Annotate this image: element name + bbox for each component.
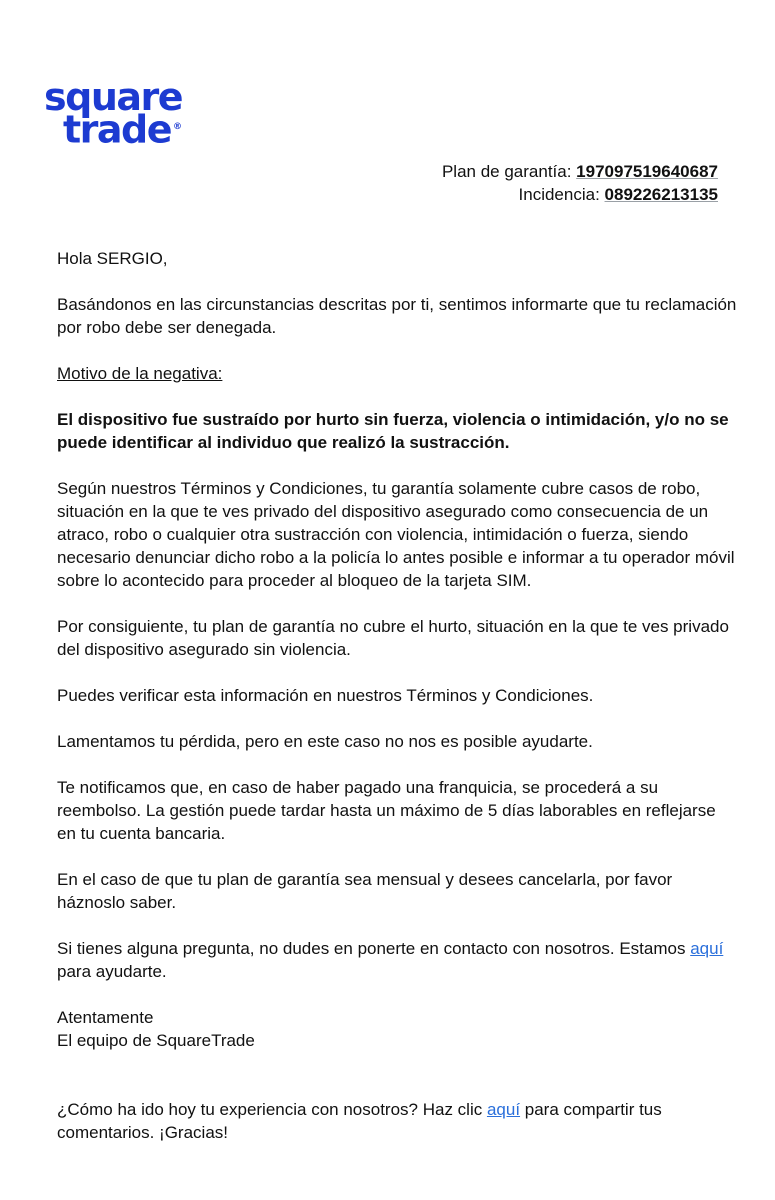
letter-body — [57, 247, 737, 1144]
plan-label: Plan de garantía: — [441, 162, 572, 181]
verify-paragraph: Puedes verificar esta información en nuestros Términos y Condiciones. — [57, 686, 594, 705]
closing: Atentamente — [57, 1008, 154, 1027]
incident-line — [442, 183, 718, 206]
incident-label: Incidencia: — [518, 185, 600, 204]
cancel-paragraph: En el caso de que tu plan de garantía sea mensual y desees cancelarla, por favor háznoslo saber. — [57, 870, 673, 912]
logo-line-trade — [63, 107, 183, 152]
intro-paragraph: Basándonos en las circunstancias descritas por ti, sentimos informarte que tu reclamación por robo debe ser denegada. — [57, 295, 737, 337]
plan-line — [442, 160, 718, 183]
incident-number: 089226213135 — [604, 185, 718, 204]
refund-paragraph: Te notificamos que, en caso de haber pagado una franquicia, se procederá a su reembolso. La gestión puede tardar hasta un máximo de 5 días laborables en reflejarse en tu cuenta bancaria. — [57, 778, 716, 843]
sorry-paragraph: Lamentamos tu pérdida, pero en este caso no nos es posible ayudarte. — [57, 732, 593, 751]
reason-statement: El dispositivo fue sustraído por hurto sin fuerza, violencia o intimidación, y/o no se puede identificar al individuo que realizó la sustracción. — [57, 410, 729, 452]
logo-trade-text: trade — [63, 107, 172, 152]
contact-link[interactable]: aquí — [690, 939, 724, 958]
feedback-link[interactable]: aquí — [486, 1100, 521, 1119]
consequence-paragraph: Por consiguiente, tu plan de garantía no cubre el hurto, situación en la que te ves privado del dispositivo asegurado sin violencia. — [57, 617, 729, 659]
logo-line-square: square — [44, 75, 183, 119]
terms-paragraph: Según nuestros Términos y Condiciones, tu garantía solamente cubre casos de robo, situación en la que te ves privado del dispositivo asegurado como consecuencia de un atraco, robo o cualquier otra sustracción con violencia, intimidación o fuerza, siendo necesario denunciar dicho robo a la policía lo antes posible e informar a tu operador móvil sobre lo acontecido para proceder al bloqueo de la tarjeta SIM. — [57, 479, 735, 590]
contact-text-after: para ayudarte. — [57, 962, 167, 981]
logo-registered-mark: ® — [173, 122, 183, 132]
squaretrade-logo — [44, 75, 204, 152]
feedback-text-before: ¿Cómo ha ido hoy tu experiencia con nosotros? Haz clic — [57, 1100, 487, 1119]
plan-number: 197097519640687 — [576, 162, 718, 181]
signature: El equipo de SquareTrade — [57, 1031, 255, 1050]
contact-paragraph — [57, 937, 737, 983]
feedback-text-after: para compartir tus comentarios. ¡Gracias! — [57, 1100, 662, 1142]
feedback-paragraph — [57, 1098, 737, 1144]
reference-block — [442, 160, 718, 206]
greeting: Hola SERGIO, — [57, 249, 168, 268]
reason-heading: Motivo de la negativa: — [57, 364, 223, 383]
contact-text-before: Si tienes alguna pregunta, no dudes en ponerte en contacto con nosotros. Estamos — [57, 939, 691, 958]
